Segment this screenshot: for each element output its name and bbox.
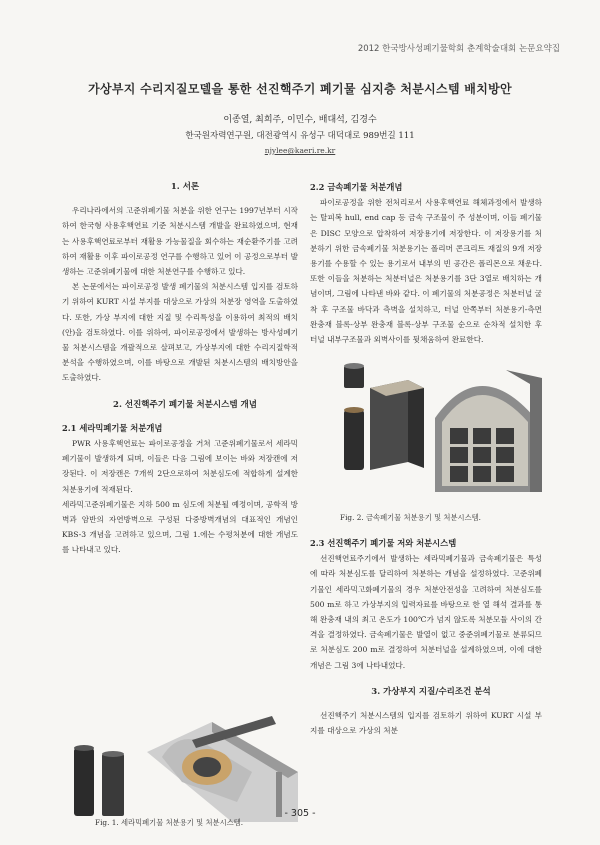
subsection-2-2-paragraph-1: 파이로공정을 위한 전처리로서 사용후핵연료 해체과정에서 발생하는 탈피복 hull, end cap 등 금속 구조물이 주 성분이며, 이들 폐기물은 DISC 모양으로 압착하여 저장용기에 저장한다. 이 저장용기를 처분하기 위한 금속폐기물 처분용기는 폴리머 콘크리트 재질의 9개 저장용기를 수용할 수 있는 용기로서 내부의 빈 공간은 폴리몬으로 채운다. 또한 이들을 처분하는 처분터널은 처분용기를 3단 3열로 배치하는 개념이며, 그림에 나타낸 바와 같다. 이 폐기물의 처분공정은 처분터널 굴착 후 구조물 바닥과 측벽을 설치하고, 터널 안쪽부터 처분용기-측면 완충재 블록-상부 완충재 블록-상부 구조물 순으로 순차적 설치한 후 터널 내부구조물과 외벽사이를 뒷채움하여 완료한다. bbox=[310, 198, 542, 345]
contact-email[interactable]: njylee@kaeri.re.kr bbox=[264, 146, 336, 155]
right-column-top bbox=[310, 180, 542, 347]
right-column-bottom bbox=[310, 536, 542, 738]
subsection-2-2-title: 2.2 금속폐기물 처분개념 bbox=[310, 182, 403, 192]
section-1-title: 1. 서론 bbox=[170, 182, 200, 192]
section-3-title: 3. 가상부지 지질/수리조건 분석 bbox=[371, 686, 491, 697]
figure-2-caption: Fig. 2. 금속폐기물 처분용기 및 처분시스템. bbox=[340, 513, 481, 522]
subsection-2-3-paragraph-1: 선진핵연료주기에서 발생하는 세라믹폐기물과 금속폐기물은 특성에 따라 처분심도를 달리하여 처분하는 개념을 설정하였다. 고준위폐기물인 세라믹고화폐기물의 경우 처분안전성을 고려하여 처분심도를 500 m로 하고 가상부지의 입력자료를 바탕으로 한 열 해석 결과를 통해 완충재 내의 최고 온도가 100℃가 넘지 않도록 처분모듈 사이의 간격을 결정하였다. 금속폐기물은 발열이 없고 중준위폐기물로 분류되므로 처분심도 200 m로 결정하여 처분터널을 설계하였으며, 이에 대한 개념은 그림 3에 나타내었다. bbox=[310, 554, 542, 670]
section-2-title: 2. 선진핵주기 폐기물 처분시스템 개념 bbox=[113, 399, 257, 410]
author-list: 이종열, 최희주, 이민수, 배대석, 김경수 bbox=[223, 115, 377, 125]
subsection-2-1-title: 2.1 세라믹폐기물 처분개념 bbox=[62, 422, 163, 433]
subsection-2-1-paragraph-2: 세라믹고준위폐기물은 지하 500 m 심도에 처분될 예정이며, 공학적 방벽과 암반의 자연방벽으로 구성된 다중방벽개념의 대표적인 개념인 KBS-3 개념을 고려하고 있으며, 그림 1.에는 수평처분에 대한 개념도를 나타내고 있다. bbox=[62, 499, 298, 555]
subsection-2-3-title: 2.3 선진핵주기 폐기물 저와 처분시스템 bbox=[310, 538, 457, 548]
section-3-paragraph-1: 선진핵주기 처분시스템의 입지를 검토하기 위하여 KURT 시설 부지를 대상으로 가상의 처분 bbox=[310, 711, 542, 736]
section-1-paragraph-1: 우리나라에서의 고준위폐기물 처분을 위한 연구는 1997년부터 시작하여 한국형 사용후핵연료 기준 처분시스템 개발을 완료하였으며, 현재는 사용후핵연료로부터 재활용 가능물질을 회수하는 재순환주기를 고려하여 재활용 이후 파이로공정 연구를 수행하고 있어 이 공정으로부터 발생하는 고준위폐기물에 대한 처분연구를 수행하고 있다. bbox=[62, 206, 298, 277]
affiliation: 한국원자력연구원, 대전광역시 유성구 대덕대로 989번길 111 bbox=[185, 131, 415, 141]
figure-2-illustration bbox=[340, 358, 542, 498]
figure-1-caption: Fig. 1. 세라믹폐기물 처분용기 및 처분시스템. bbox=[95, 818, 244, 827]
paper-title: 가상부지 수리지질모델을 통한 선진핵주기 폐기물 심지층 처분시스템 배치방안 bbox=[88, 82, 512, 96]
left-column bbox=[62, 180, 298, 558]
page-number: - 305 - bbox=[284, 808, 316, 819]
conference-header: 2012 한국방사성폐기물학회 춘계학술대회 논문요약집 bbox=[357, 44, 560, 54]
section-1-paragraph-2: 본 논문에서는 파이로공정 발생 폐기물의 처분시스템 입지를 검토하기 위하여 KURT 시설 부지를 대상으로 가상의 처분장 영역을 도출하였다. 또한, 가상 부지에 대한 지질 및 수리특성을 이용하여 최적의 배치(안)을 검토하였다. 이를 위하여, 파이로공정에서 발생하는 방사성폐기물 처분시스템을 개괄적으로 살펴보고, 가상부지에 대한 수리지질학적 분석을 수행하였으며, 이를 바탕으로 개발된 처분시스템의 배치방안을 도출하였다. bbox=[62, 282, 298, 383]
subsection-2-1-paragraph-1: PWR 사용후핵연료는 파이로공정을 거쳐 고준위폐기물로서 세라믹폐기물이 발생하게 되며, 이들은 다음 그림에 보이는 바와 저장캔에 저장된다. 이 저장캔은 7개씩 2단으로하여 처분심도에 적합하게 설계한 처분용기에 적재된다. bbox=[62, 439, 298, 494]
